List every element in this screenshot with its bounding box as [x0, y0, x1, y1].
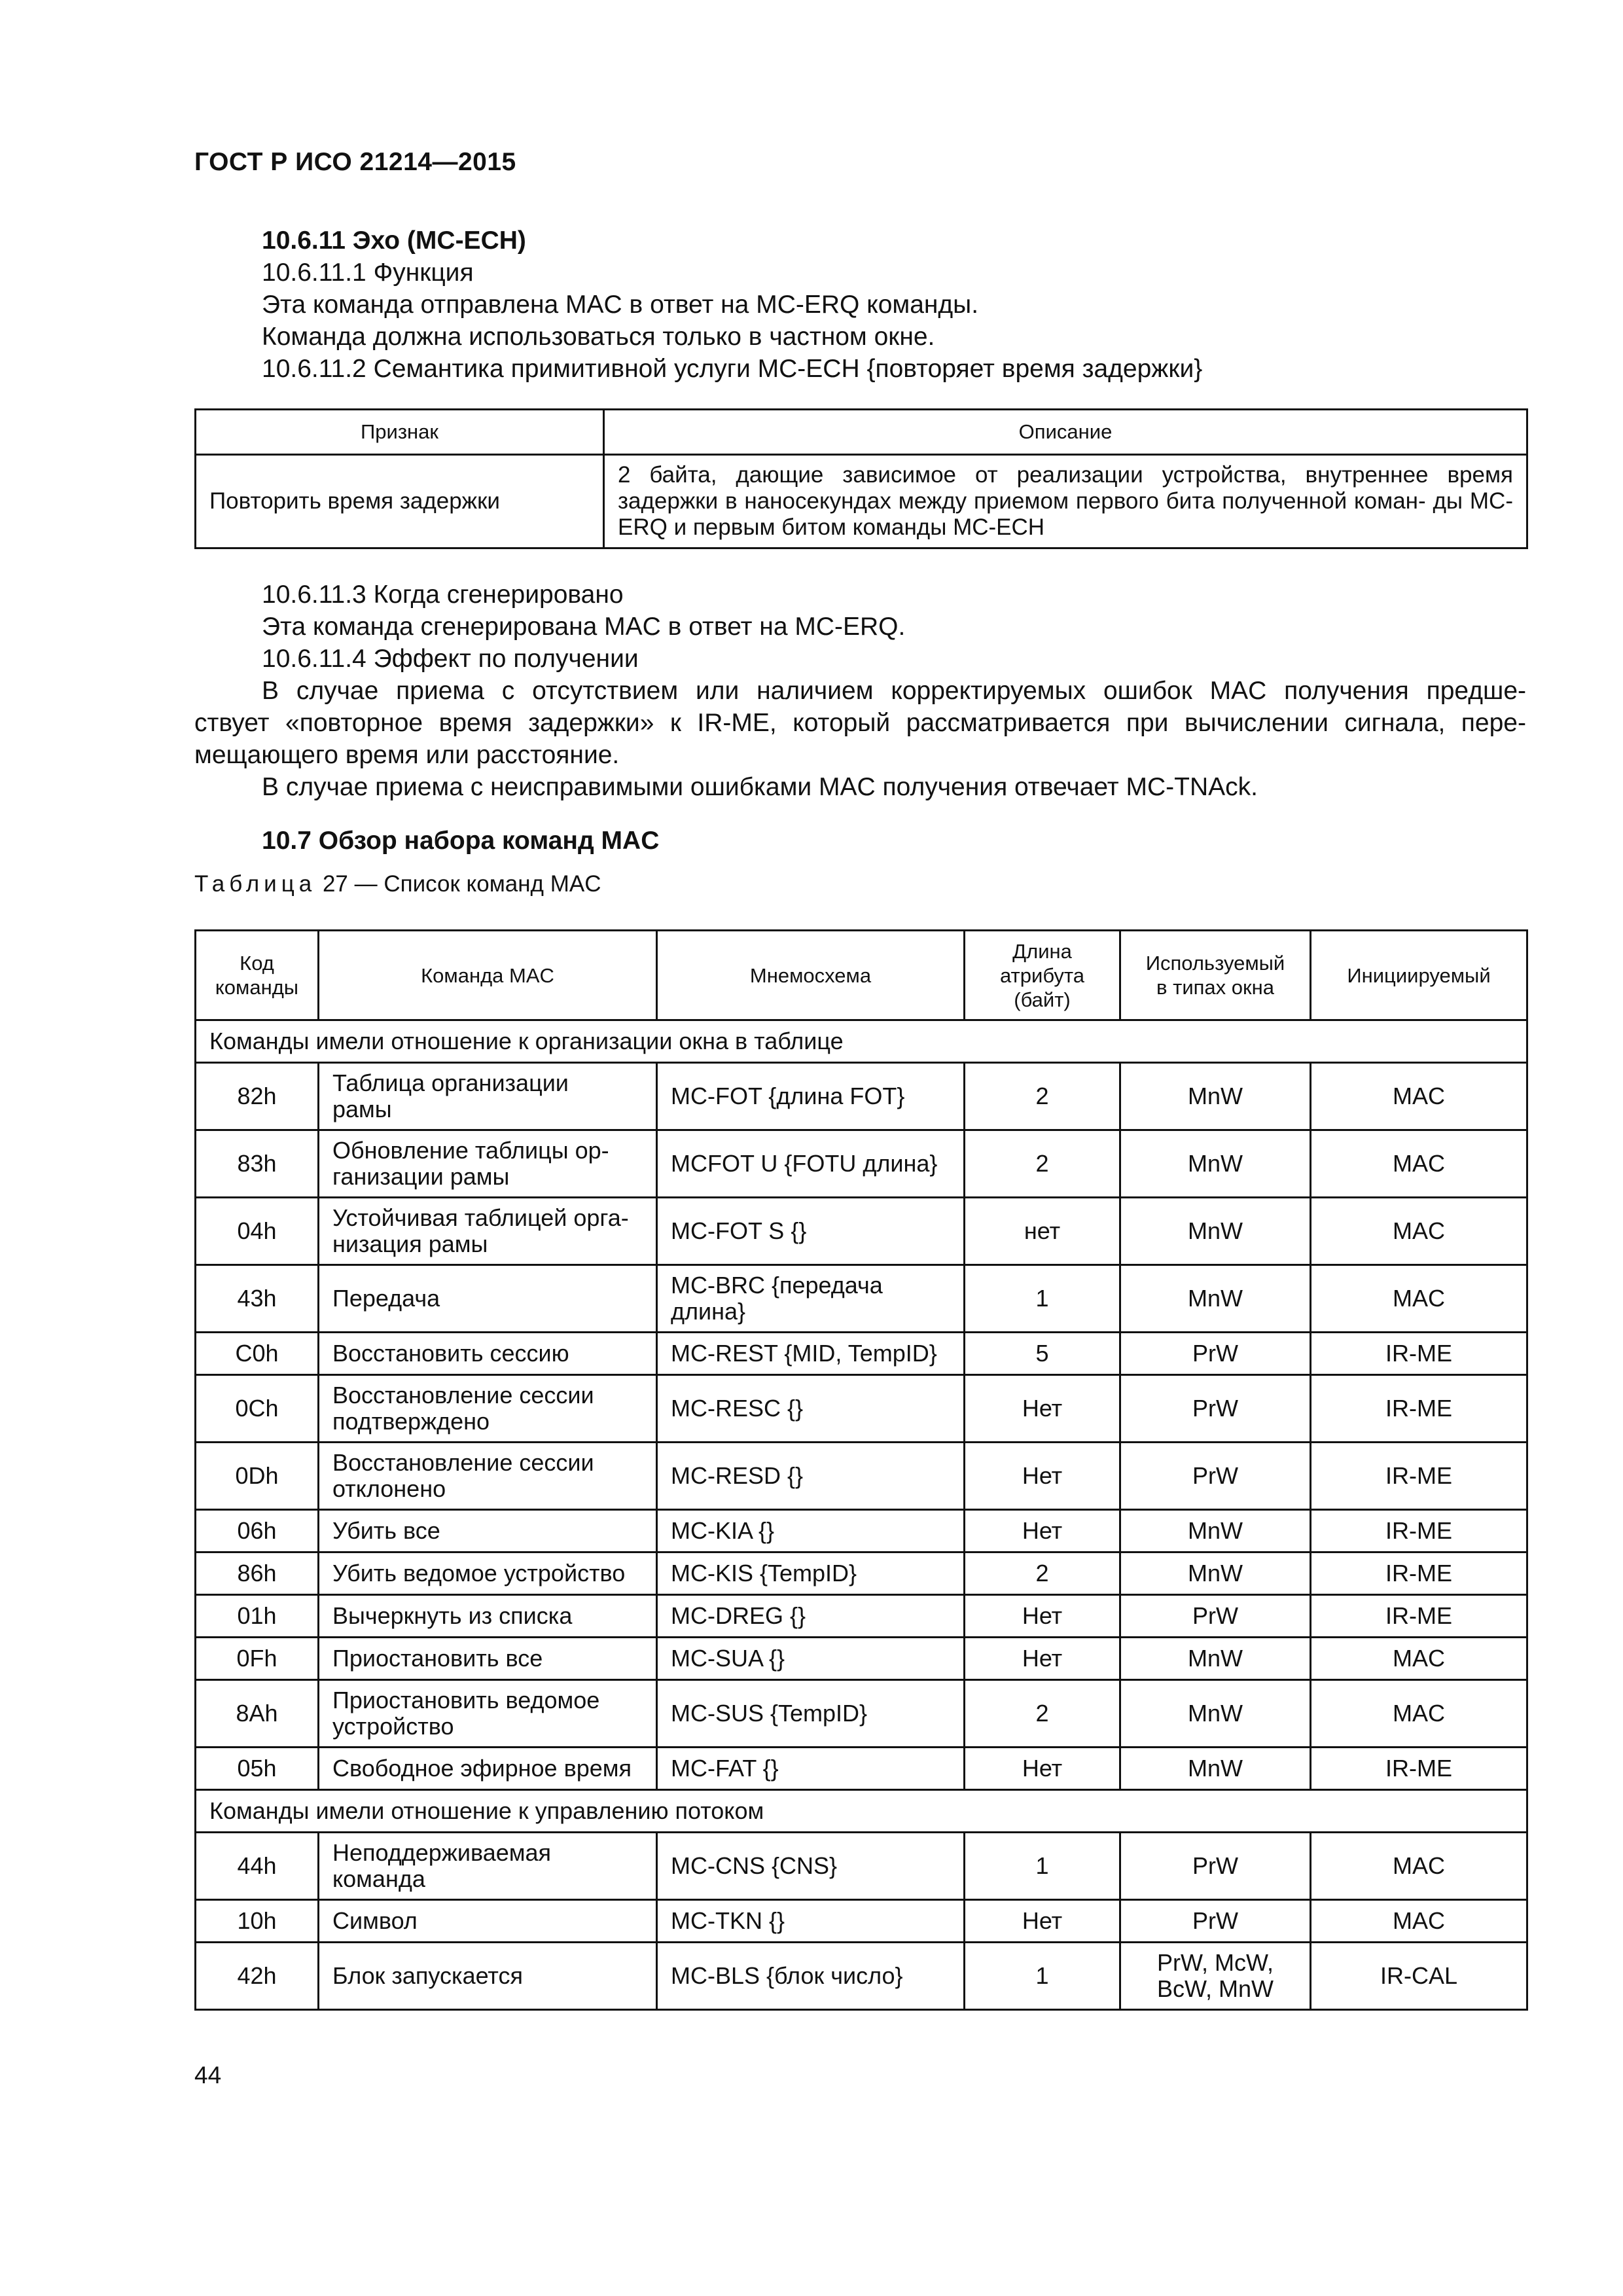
- table-row: [196, 1130, 1527, 1198]
- length-cell: 2: [965, 1063, 1120, 1130]
- window-types-cell: PrW: [1120, 1595, 1311, 1638]
- semantics-heading: 10.6.11.2 Семантика примитивной услуги MC-ECH {повторяет время задержки}: [262, 355, 1203, 383]
- command-cell: Свободное эфирное время: [319, 1748, 657, 1790]
- window-types-cell: MnW: [1120, 1510, 1311, 1552]
- document-header: ГОСТ Р ИСО 21214—2015: [194, 148, 516, 176]
- generated-text: Эта команда сгенерирована MAC в ответ на MC-ERQ.: [262, 613, 906, 641]
- window-types-cell: PrW: [1120, 1443, 1311, 1510]
- initiator-cell: MAC: [1311, 1130, 1527, 1198]
- window-types-cell: MnW: [1120, 1063, 1311, 1130]
- code-cell: 01h: [196, 1595, 319, 1638]
- command-cell: Таблица организации рамы: [319, 1063, 657, 1130]
- initiator-cell: MAC: [1311, 1680, 1527, 1748]
- initiator-cell: MAC: [1311, 1833, 1527, 1900]
- command-cell: Восстановление сессии подтверждено: [319, 1375, 657, 1443]
- mnemonic-cell: MC-KIA {}: [657, 1510, 965, 1552]
- table-section-row: [196, 1020, 1527, 1063]
- mnemonic-cell: MC-FAT {}: [657, 1748, 965, 1790]
- effect-paragraph: [194, 675, 1526, 771]
- command-cell: Символ: [319, 1900, 657, 1943]
- initiator-cell: IR-ME: [1311, 1443, 1527, 1510]
- length-cell: 5: [965, 1333, 1120, 1375]
- description-cell: [604, 455, 1527, 548]
- code-cell: 44h: [196, 1833, 319, 1900]
- mnemonic-cell: MC-REST {MID, TempID}: [657, 1333, 965, 1375]
- initiator-cell: MAC: [1311, 1198, 1527, 1265]
- code-cell: 0Dh: [196, 1443, 319, 1510]
- window-types-cell: MnW: [1120, 1265, 1311, 1333]
- section-10-6-11-title: 10.6.11 Эхо (MC-ECH): [262, 226, 526, 255]
- length-cell: Нет: [965, 1510, 1120, 1552]
- length-cell: 2: [965, 1130, 1120, 1198]
- table-row: [196, 1748, 1527, 1790]
- mnemonic-cell: MC-SUS {TempID}: [657, 1680, 965, 1748]
- initiator-cell: IR-ME: [1311, 1375, 1527, 1443]
- code-cell: 43h: [196, 1265, 319, 1333]
- caption-label: Таблица: [194, 871, 317, 897]
- code-cell: 42h: [196, 1943, 319, 2010]
- window-types-cell: MnW: [1120, 1198, 1311, 1265]
- length-cell: 1: [965, 1943, 1120, 2010]
- header-description: Описание: [604, 410, 1527, 455]
- mnemonic-cell: MC-BLS {блок число}: [657, 1943, 965, 2010]
- window-types-cell: MnW: [1120, 1680, 1311, 1748]
- code-cell: C0h: [196, 1333, 319, 1375]
- initiator-cell: MAC: [1311, 1265, 1527, 1333]
- code-cell: 8Ah: [196, 1680, 319, 1748]
- initiator-cell: MAC: [1311, 1063, 1527, 1130]
- section-row-label: Команды имели отношение к организации окна в таблице: [196, 1020, 1527, 1063]
- table-row: [196, 1443, 1527, 1510]
- window-types-cell: PrW: [1120, 1900, 1311, 1943]
- initiator-cell: IR-ME: [1311, 1595, 1527, 1638]
- caption-text: 27 — Список команд MAC: [322, 871, 601, 897]
- table-row: [196, 1198, 1527, 1265]
- header-attribute: Признак: [196, 410, 604, 455]
- window-types-cell: MnW: [1120, 1638, 1311, 1680]
- table-row: [196, 1638, 1527, 1680]
- table-row: [196, 1833, 1527, 1900]
- length-cell: 2: [965, 1680, 1120, 1748]
- table-row: [196, 455, 1527, 548]
- length-cell: Нет: [965, 1748, 1120, 1790]
- command-cell: Блок запускается: [319, 1943, 657, 2010]
- section-row-label: Команды имели отношение к управлению потоком: [196, 1790, 1527, 1833]
- command-cell: Убить все: [319, 1510, 657, 1552]
- initiator-cell: IR-ME: [1311, 1333, 1527, 1375]
- effect-paragraph-2: В случае приема с неисправимыми ошибками MAC получения отвечает MC-TNAck.: [262, 773, 1258, 801]
- mnemonic-cell: MC-BRC {передача длина}: [657, 1265, 965, 1333]
- header-mnemonic: Мнемосхема: [657, 931, 965, 1020]
- length-cell: Нет: [965, 1595, 1120, 1638]
- table-row: [196, 1943, 1527, 2010]
- description-line: ды MC-ERQ и первым битом команды MC-ECH: [618, 488, 1513, 540]
- header-window-types: Используемый в типах окна: [1120, 931, 1311, 1020]
- command-cell: Восстановление сессии отклонено: [319, 1443, 657, 1510]
- command-cell: Приостановить ведомое устройство: [319, 1680, 657, 1748]
- page-number: 44: [194, 2062, 222, 2089]
- initiator-cell: IR-ME: [1311, 1748, 1527, 1790]
- code-cell: 10h: [196, 1900, 319, 1943]
- window-types-cell: PrW: [1120, 1375, 1311, 1443]
- description-line: задержки в наносекундах между приемом первого бита полученной коман-: [618, 488, 1426, 514]
- table-row: [196, 1063, 1527, 1130]
- initiator-cell: IR-CAL: [1311, 1943, 1527, 2010]
- semantics-table: [194, 408, 1528, 549]
- description-line: 2 байта, дающие зависимое от реализации устройства, внутреннее время: [618, 462, 1513, 488]
- table-caption: [194, 870, 601, 898]
- initiator-cell: MAC: [1311, 1638, 1527, 1680]
- mac-commands-table: [194, 929, 1528, 2011]
- code-cell: 86h: [196, 1552, 319, 1595]
- code-cell: 0Ch: [196, 1375, 319, 1443]
- table-row: [196, 1333, 1527, 1375]
- command-cell: Приостановить все: [319, 1638, 657, 1680]
- code-cell: 05h: [196, 1748, 319, 1790]
- function-line-2: Команда должна использоваться только в частном окне.: [262, 323, 935, 351]
- command-cell: Неподдерживаемая команда: [319, 1833, 657, 1900]
- window-types-cell: MnW: [1120, 1552, 1311, 1595]
- semantics-table-header: [196, 410, 1527, 455]
- table-row: [196, 1375, 1527, 1443]
- header-length: Длина атрибута (байт): [965, 931, 1120, 1020]
- attribute-cell: Повторить время задержки: [196, 455, 604, 548]
- paragraph-line: мещающего время или расстояние.: [194, 741, 620, 769]
- section-10-7-title: 10.7 Обзор набора команд MAC: [262, 827, 660, 855]
- window-types-cell: PrW: [1120, 1333, 1311, 1375]
- table-row: [196, 1900, 1527, 1943]
- window-types-cell: PrW: [1120, 1833, 1311, 1900]
- length-cell: Нет: [965, 1900, 1120, 1943]
- code-cell: 0Fh: [196, 1638, 319, 1680]
- mnemonic-cell: MC-SUA {}: [657, 1638, 965, 1680]
- code-cell: 82h: [196, 1063, 319, 1130]
- initiator-cell: IR-ME: [1311, 1552, 1527, 1595]
- length-cell: Нет: [965, 1443, 1120, 1510]
- header-initiator: Инициируемый: [1311, 931, 1527, 1020]
- header-code: Код команды: [196, 931, 319, 1020]
- length-cell: Нет: [965, 1375, 1120, 1443]
- table-row: [196, 1680, 1527, 1748]
- mnemonic-cell: MC-KIS {TempID}: [657, 1552, 965, 1595]
- function-heading: 10.6.11.1 Функция: [262, 259, 474, 287]
- commands-table-header: [196, 931, 1527, 1020]
- table-row: [196, 1510, 1527, 1552]
- mnemonic-cell: MC-RESD {}: [657, 1443, 965, 1510]
- command-cell: Вычеркнуть из списка: [319, 1595, 657, 1638]
- initiator-cell: MAC: [1311, 1900, 1527, 1943]
- window-types-cell: MnW: [1120, 1748, 1311, 1790]
- command-cell: Передача: [319, 1265, 657, 1333]
- code-cell: 83h: [196, 1130, 319, 1198]
- code-cell: 06h: [196, 1510, 319, 1552]
- length-cell: 2: [965, 1552, 1120, 1595]
- length-cell: нет: [965, 1198, 1120, 1265]
- mnemonic-cell: MC-FOT {длина FOT}: [657, 1063, 965, 1130]
- command-cell: Обновление таблицы ор- ганизации рамы: [319, 1130, 657, 1198]
- effect-heading: 10.6.11.4 Эффект по получении: [262, 645, 639, 673]
- code-cell: 04h: [196, 1198, 319, 1265]
- mnemonic-cell: MC-CNS {CNS}: [657, 1833, 965, 1900]
- initiator-cell: IR-ME: [1311, 1510, 1527, 1552]
- table-row: [196, 1265, 1527, 1333]
- table-row: [196, 1595, 1527, 1638]
- length-cell: 1: [965, 1265, 1120, 1333]
- window-types-cell: PrW, McW, BcW, MnW: [1120, 1943, 1311, 2010]
- length-cell: 1: [965, 1833, 1120, 1900]
- command-cell: Устойчивая таблицей орга- низация рамы: [319, 1198, 657, 1265]
- mnemonic-cell: MC-RESC {}: [657, 1375, 965, 1443]
- paragraph-line: В случае приема с отсутствием или наличием корректируемых ошибок MAC получения предше-: [262, 677, 1526, 705]
- header-command: Команда MAC: [319, 931, 657, 1020]
- table-section-row: [196, 1790, 1527, 1833]
- function-line-1: Эта команда отправлена MAC в ответ на MC-ERQ команды.: [262, 291, 979, 319]
- generated-heading: 10.6.11.3 Когда сгенерировано: [262, 581, 624, 609]
- command-cell: Восстановить сессию: [319, 1333, 657, 1375]
- paragraph-line: ствует «повторное время задержки» к IR-ME, который рассматривается при вычислении сигнала, пере-: [194, 709, 1526, 737]
- command-cell: Убить ведомое устройство: [319, 1552, 657, 1595]
- mnemonic-cell: MC-FOT S {}: [657, 1198, 965, 1265]
- table-row: [196, 1552, 1527, 1595]
- mnemonic-cell: MC-TKN {}: [657, 1900, 965, 1943]
- length-cell: Нет: [965, 1638, 1120, 1680]
- mnemonic-cell: MC-DREG {}: [657, 1595, 965, 1638]
- mnemonic-cell: MCFOT U {FOTU длина}: [657, 1130, 965, 1198]
- window-types-cell: MnW: [1120, 1130, 1311, 1198]
